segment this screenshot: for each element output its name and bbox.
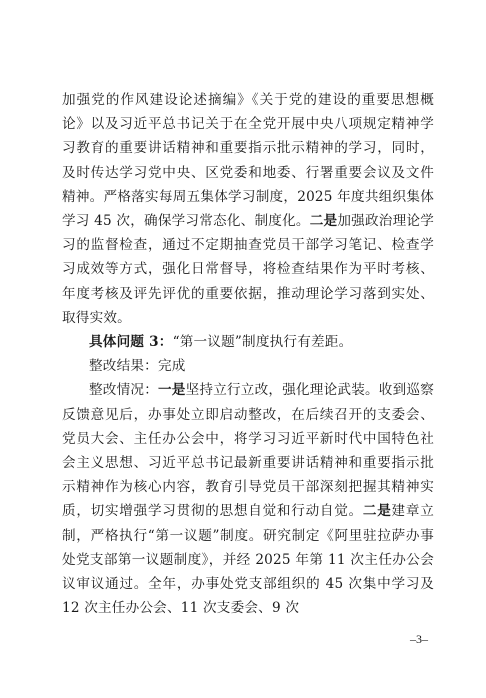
rectification-result: 整改结果：完成 — [89, 358, 186, 375]
text-segment: 加强政治理论学习的监督检查，通过不定期抽查党员干部学习笔记、检查学习成效等方式，强化日常督导，将检查结果作为平时考核、年度考核及评先评优的重要依据，推动理论学习落到实处、取得实效。 — [62, 213, 434, 326]
paragraph-status — [62, 378, 434, 620]
paragraph-result — [62, 354, 434, 378]
page-number: –3– — [410, 632, 428, 646]
problem-title: “第一议题”制度执行有差距。 — [172, 334, 353, 351]
ordinal-marker-two: 二是 — [309, 213, 338, 230]
paragraph-1 — [62, 88, 434, 330]
text-segment: 建章立制，严格执行“第一议题”制度。研究制定《阿里驻拉萨办事处党支部第一议题制度》，并经 2025 年第 11 次主任办公会议审议通过。全年，办事处党支部组织的 45 次集中学习及 12 次主任办公会、11 次支委会、9 次 — [62, 503, 434, 617]
ordinal-marker-two: 二是 — [362, 503, 392, 520]
text-segment: 加强党的作风建设论述摘编》《关于党的建设的重要思想概论》以及习近平总书记关于在全党开展中央八项规定精神学习教育的重要讲话精神和重要指示批示精神的学习，同时，及时传达学习党中央、区党委和地委、行署重要会议及文件精神。严格落实每周五集体学习制度，2025 年度共组织集体学习 45 次，确保学习常态化、制度化。 — [62, 92, 434, 230]
paragraph-problem-heading — [62, 330, 434, 354]
problem-label: 具体问题 3： — [89, 334, 173, 351]
ordinal-marker-one: 一是 — [158, 382, 186, 399]
status-label: 整改情况： — [89, 382, 158, 399]
document-body — [62, 88, 434, 620]
text-segment: 坚持立行立改，强化理论武装。收到巡察反馈意见后，办事处立即启动整改，在后续召开的支委会、党员大会、主任办公会中，将学习习近平新时代中国特色社会主义思想、习近平总书记最新重要讲话精神和重要指示批示精神作为核心内容，教育引导党员干部深刻把握其精神实质，切实增强学习贯彻的思想自觉和行动自觉。 — [62, 382, 434, 520]
